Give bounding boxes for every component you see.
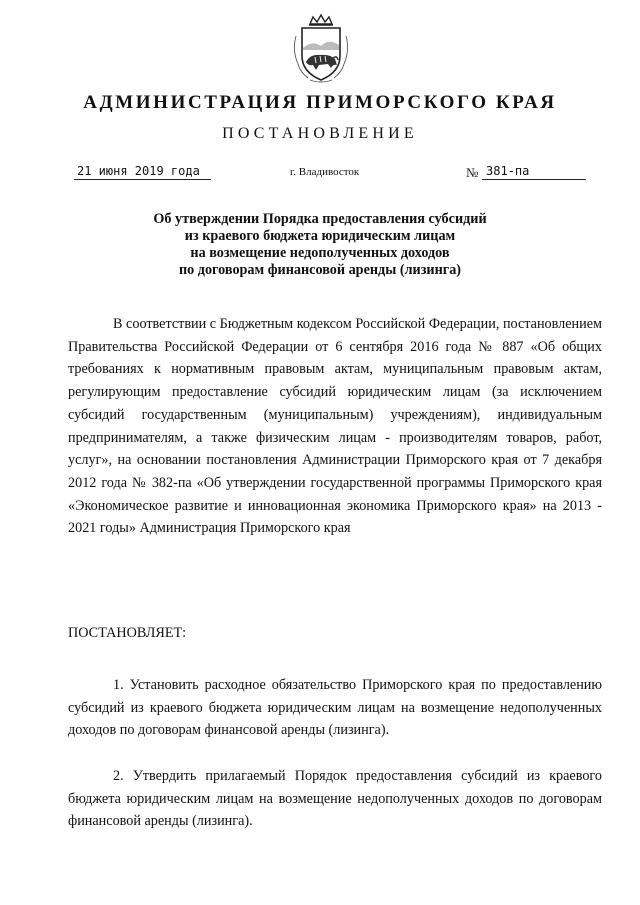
coat-of-arms-icon	[288, 14, 354, 84]
decree-word: ПОСТАНОВЛЯЕТ:	[68, 625, 187, 641]
item-2-paragraph: 2. Утвердить прилагаемый Порядок предоставления субсидий из краевого бюджета юридическим лицам на возмещение недополученных доходов по договорам финансовой аренды (лизинга).	[68, 768, 602, 830]
document-title	[100, 211, 540, 279]
title-line: по договорам финансовой аренды (лизинга)	[178, 262, 462, 278]
preamble-block	[68, 313, 602, 540]
document-number-field	[466, 164, 584, 184]
document-type: ПОСТАНОВЛЕНИЕ	[222, 125, 418, 142]
decree-block	[68, 622, 602, 645]
title-line: из краевого бюджета юридическим лицам	[184, 228, 456, 244]
document-city: г. Владивосток	[290, 166, 360, 178]
item-2-block	[68, 765, 602, 833]
preamble-paragraph: В соответствии с Бюджетным кодексом Российской Федерации, постановлением Правительства Российской Федерации от 6 сентября 2016 года № 887 «Об общих требованиях к нормативным правовым актам, муниципальным правовым актам, регулирующим предоставление субсидий юридическим лицам (за исключением субсидий государственным (муниципальным) учреждениям), индивидуальным предпринимателям, а также физическим лицам - производителям товаров, работ, услуг», на основании постановления Администрации Приморского края от 7 декабря 2012 года № 382-па «Об утверждении государственной программы Приморского края «Экономическое развитие и инновационная экономика Приморского края» на 2013 - 2021 годы» Администрация Приморского края	[68, 316, 602, 537]
item-1-paragraph: 1. Установить расходное обязательство Приморского края по предоставлению субсидий из краевого бюджета юридическим лицам на возмещение недополученных доходов по договорам финансовой аренды (лизинга).	[68, 677, 602, 739]
document-date: 21 июня 2019 года	[74, 164, 211, 180]
document-number: 381-па	[482, 164, 586, 180]
number-sign: №	[466, 165, 479, 180]
title-line: Об утверждении Порядка предоставления субсидий	[153, 211, 487, 227]
title-line: на возмещение недополученных доходов	[190, 245, 450, 261]
item-1-block	[68, 674, 602, 742]
organization-name: АДМИНИСТРАЦИЯ ПРИМОРСКОГО КРАЯ	[83, 92, 557, 113]
